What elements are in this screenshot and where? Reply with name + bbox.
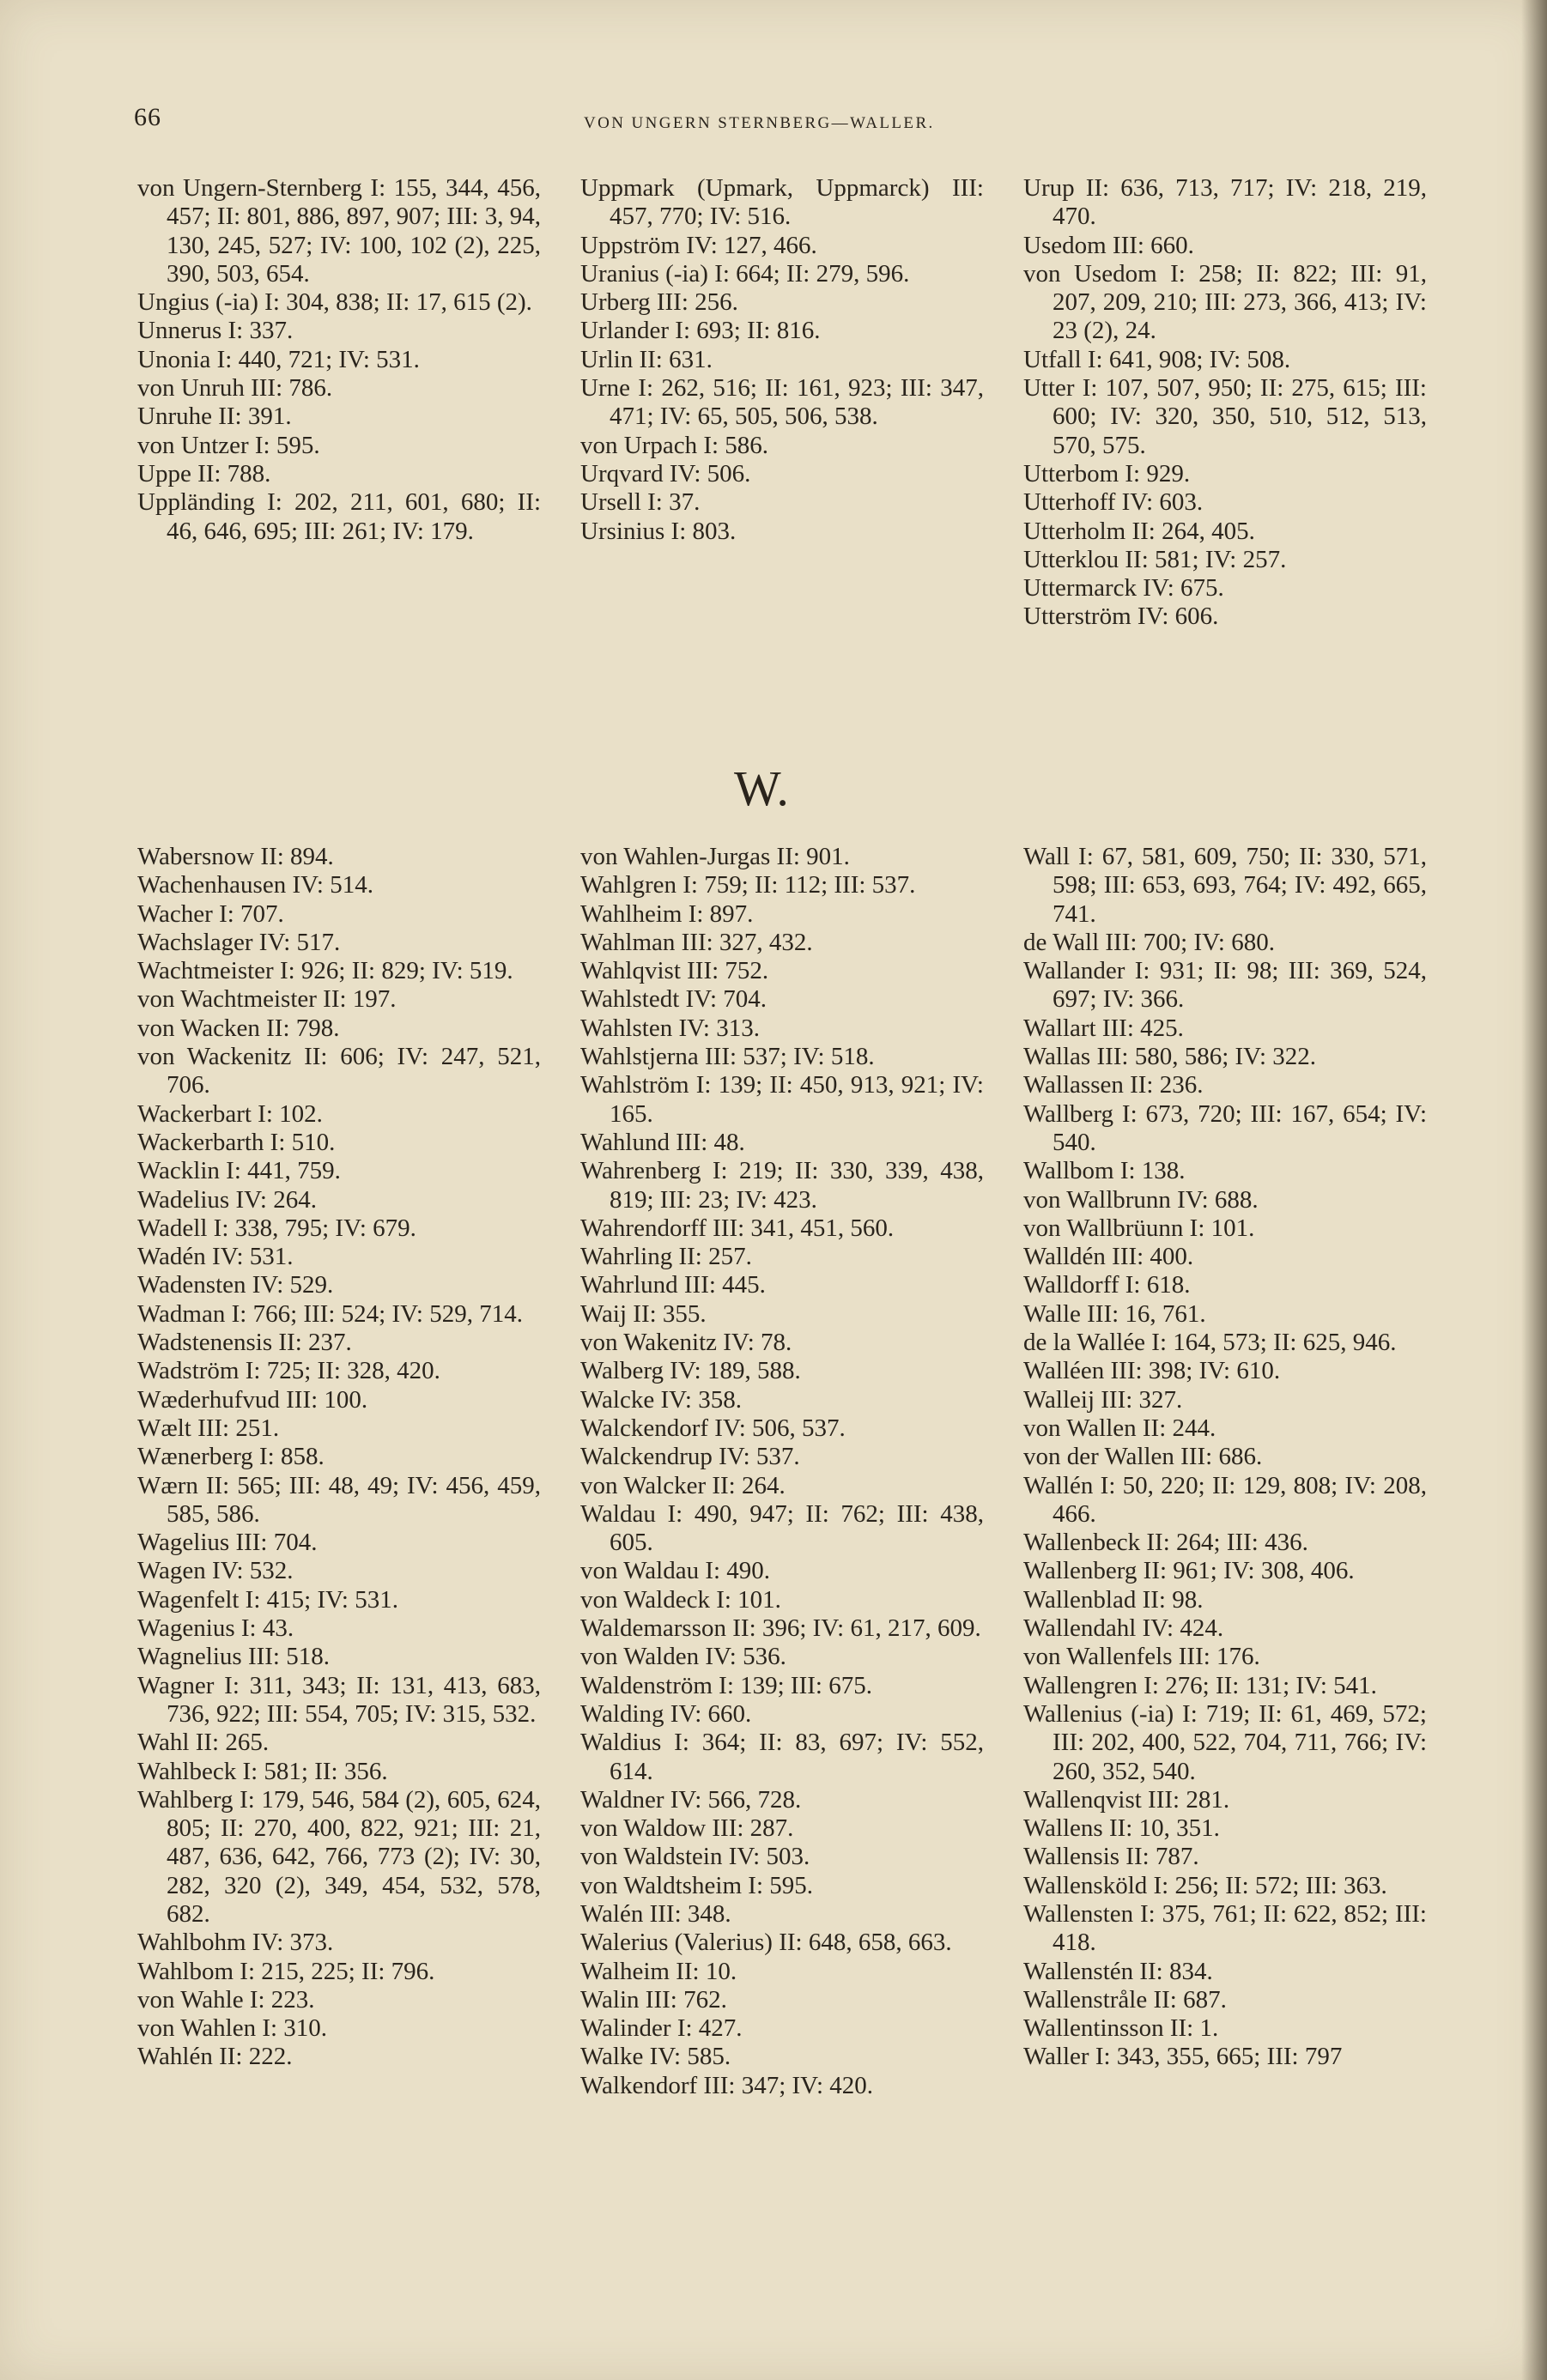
index-entry: Wallengren I: 276; II: 131; IV: 541. [1023,1671,1377,1699]
index-entry: Wadström I: 725; II: 328, 420. [137,1357,440,1385]
u-section [137,174,1468,632]
index-entry: Wahlsten IV: 313. [580,1014,760,1042]
index-entry: Wahlstjerna III: 537; IV: 518. [580,1043,875,1071]
index-entry: Wahlbohm IV: 373. [137,1929,334,1957]
index-entry: Waldenström I: 139; III: 675. [580,1671,872,1699]
page-number: 66 [134,103,161,131]
index-entry: Walerius (Valerius) II: 648, 658, 663. [580,1929,952,1957]
page-edge-shadow [1521,0,1547,2380]
u-column-1 [137,174,541,632]
index-entry: Walcke IV: 358. [580,1385,742,1414]
index-entry: Wæderhufvud III: 100. [137,1385,368,1414]
index-entry: von der Wallen III: 686. [1023,1443,1263,1471]
index-entry: von Usedom I: 258; II: 822; III: 91, 207, 209, 210; III: 273, 366, 413; IV: 23 (2), 24. [1023,259,1427,345]
index-entry: Wallensköld I: 256; II: 572; III: 363. [1023,1871,1387,1899]
index-entry: Wallendahl IV: 424. [1023,1614,1224,1643]
index-entry: Wachtmeister I: 926; II: 829; IV: 519. [137,957,513,985]
index-entry: Wænerberg I: 858. [137,1443,325,1471]
index-entry: Walldorff I: 618. [1023,1271,1191,1299]
index-entry: Wagenius I: 43. [137,1614,294,1643]
index-entry: Wallenqvist III: 281. [1023,1785,1230,1814]
index-entry: Walheim II: 10. [580,1957,737,1985]
index-entry: von Wallbrunn IV: 688. [1023,1185,1259,1214]
index-entry: Wagner I: 311, 343; II: 131, 413, 683, 736, 922; III: 554, 705; IV: 315, 532. [137,1671,541,1728]
index-entry: Wallassen II: 236. [1023,1071,1204,1099]
index-entry: Unnerus I: 337. [137,317,294,345]
index-entry: Utterbom I: 929. [1023,459,1191,488]
index-entry: Walinder I: 427. [580,2014,743,2043]
index-entry: von Waldau I: 490. [580,1557,771,1585]
index-entry: von Wacken II: 798. [137,1014,340,1042]
index-entry: Wallbom I: 138. [1023,1157,1186,1185]
index-entry: Wahlman III: 327, 432. [580,928,813,956]
index-entry: Wahl II: 265. [137,1729,270,1757]
index-entry: Uppström IV: 127, 466. [580,231,817,259]
index-entry: Wahlqvist III: 752. [580,957,769,985]
index-entry: von Urpach I: 586. [580,431,769,459]
index-entry: Walckendorf IV: 506, 537. [580,1414,846,1442]
index-entry: Walke IV: 585. [580,2043,731,2071]
index-entry: Wallensis II: 787. [1023,1843,1199,1871]
w-section [137,843,1468,2100]
index-entry: Walberg IV: 189, 588. [580,1357,801,1385]
index-entry: Waldner IV: 566, 728. [580,1785,802,1814]
index-entry: Utter I: 107, 507, 950; II: 275, 615; III: 600; IV: 320, 350, 510, 512, 513, 570, 575. [1023,374,1427,459]
index-entry: Wahlund III: 48. [580,1128,745,1156]
index-entry: Wadman I: 766; III: 524; IV: 529, 714. [137,1299,523,1328]
index-entry: Wahlheim I: 897. [580,899,754,928]
index-entry: Uranius (-ia) I: 664; II: 279, 596. [580,259,910,288]
index-entry: Wagelius III: 704. [137,1529,318,1557]
index-entry: Urne I: 262, 516; II: 161, 923; III: 347, 471; IV: 65, 505, 506, 538. [580,374,984,431]
index-entry: Wallentinsson II: 1. [1023,2014,1219,2043]
index-entry: Ursell I: 37. [580,488,701,517]
index-entry: Wallas III: 580, 586; IV: 322. [1023,1043,1317,1071]
index-entry: Wagnelius III: 518. [137,1643,330,1671]
index-entry: von Waldstein IV: 503. [580,1843,810,1871]
index-entry: Wackerbarth I: 510. [137,1128,336,1156]
index-entry: Waldius I: 364; II: 83, 697; IV: 552, 614. [580,1729,984,1785]
index-entry: Ursinius I: 803. [580,517,737,545]
index-entry: Wahrlund III: 445. [580,1271,766,1299]
index-entry: Utfall I: 641, 908; IV: 508. [1023,345,1291,373]
index-entry: Wallander I: 931; II: 98; III: 369, 524, 697; IV: 366. [1023,957,1427,1014]
index-entry: von Walden IV: 536. [580,1643,786,1671]
index-entry: Wackerbart I: 102. [137,1099,323,1128]
index-entry: de la Wallée I: 164, 573; II: 625, 946. [1023,1329,1397,1357]
index-entry: Uttermarck IV: 675. [1023,574,1224,603]
index-entry: Waldemarsson II: 396; IV: 61, 217, 609. [580,1614,981,1643]
index-entry: Wælt III: 251. [137,1414,280,1442]
index-entry: Utterklou II: 581; IV: 257. [1023,545,1287,573]
index-entry: von Wackenitz II: 606; IV: 247, 521, 706. [137,1043,541,1099]
index-entry: Wabersnow II: 894. [137,843,334,870]
index-entry: von Wahlen I: 310. [137,2014,328,2043]
index-entry: Wallén I: 50, 220; II: 129, 808; IV: 208, 466. [1023,1471,1427,1528]
index-entry: von Untzer I: 595. [137,431,320,459]
index-entry: von Waldtsheim I: 595. [580,1871,813,1899]
index-entry: Urqvard IV: 506. [580,459,751,488]
index-entry: Wallens II: 10, 351. [1023,1814,1220,1843]
index-entry: von Wallbrüunn I: 101. [1023,1214,1255,1242]
index-entry: Utterholm II: 264, 405. [1023,517,1255,545]
index-entry: Walkendorf III: 347; IV: 420. [580,2071,874,2099]
index-entry: Wahlstedt IV: 704. [580,985,767,1014]
index-entry: Uppmark (Upmark, Uppmarck) III: 457, 770; IV: 516. [580,174,984,231]
index-entry: Wadensten IV: 529. [137,1271,334,1299]
index-entry: Wallberg I: 673, 720; III: 167, 654; IV: 540. [1023,1099,1427,1156]
index-entry: Wallart III: 425. [1023,1014,1184,1042]
index-entry: Wachslager IV: 517. [137,928,341,956]
index-entry: von Unruh III: 786. [137,374,333,403]
w-column-2 [580,843,984,2100]
index-entry: Wahlgren I: 759; II: 112; III: 537. [580,871,916,899]
index-entry: Uppländing I: 202, 211, 601, 680; II: 46, 646, 695; III: 261; IV: 179. [137,488,541,545]
index-entry: Wahrenberg I: 219; II: 330, 339, 438, 819; III: 23; IV: 423. [580,1157,984,1214]
index-entry: Wallenberg II: 961; IV: 308, 406. [1023,1557,1355,1585]
index-entry: Walle III: 16, 761. [1023,1299,1206,1328]
index-entry: Waij II: 355. [580,1299,707,1328]
index-entry: Wagenfelt I: 415; IV: 531. [137,1585,398,1614]
index-entry: Usedom III: 660. [1023,231,1194,259]
index-entry: Waldau I: 490, 947; II: 762; III: 438, 605. [580,1499,984,1557]
index-entry: von Waldeck I: 101. [580,1585,781,1614]
index-entry: Wahlbeck I: 581; II: 356. [137,1757,388,1785]
index-entry: Wallenstén II: 834. [1023,1957,1213,1985]
w-column-3 [1023,843,1427,2100]
index-entry: Walding IV: 660. [580,1699,752,1728]
index-entry: Wallenstråle II: 687. [1023,1985,1227,2014]
w-column-1 [137,843,541,2100]
index-entry: Wacher I: 707. [137,899,284,928]
index-entry: Wahlén II: 222. [137,2043,293,2071]
index-entry: Ungius (-ia) I: 304, 838; II: 17, 615 (2). [137,288,532,317]
index-entry: Utterhoff IV: 603. [1023,488,1204,517]
index-entry: von Wachtmeister II: 197. [137,985,397,1014]
index-entry: Utterström IV: 606. [1023,603,1219,631]
index-entry: Wagen IV: 532. [137,1557,294,1585]
index-entry: von Wahle I: 223. [137,1985,315,2014]
index-entry: Waller I: 343, 355, 665; III: 797 [1023,2043,1343,2071]
index-entry: Uppe II: 788. [137,459,271,488]
index-entry: Urlin II: 631. [580,345,713,373]
index-entry: Wadén IV: 531. [137,1243,294,1271]
index-entry: Wallenbeck II: 264; III: 436. [1023,1529,1308,1557]
index-entry: Wærn II: 565; III: 48, 49; IV: 456, 459, 585, 586. [137,1471,541,1528]
index-entry: Wahrendorff III: 341, 451, 560. [580,1214,895,1242]
index-entry: Urberg III: 256. [580,288,738,317]
u-column-2 [580,174,984,632]
index-entry: Unonia I: 440, 721; IV: 531. [137,345,420,373]
index-entry: von Wahlen-Jurgas II: 901. [580,843,850,870]
index-entry: Wadelius IV: 264. [137,1185,317,1214]
index-entry: Walldén III: 400. [1023,1243,1194,1271]
index-entry: Walin III: 762. [580,1985,727,2014]
index-entry: Wall I: 67, 581, 609, 750; II: 330, 571, 598; III: 653, 693, 764; IV: 492, 665, 741. [1023,843,1427,928]
index-entry: Wahlbom I: 215, 225; II: 796. [137,1957,435,1985]
index-entry: Wadell I: 338, 795; IV: 679. [137,1214,416,1242]
index-entry: Urlander I: 693; II: 816. [580,317,821,345]
index-entry: von Waldow III: 287. [580,1814,794,1843]
section-letter-w: W. [734,760,789,816]
u-column-3 [1023,174,1427,632]
index-entry: Wadstenensis II: 237. [137,1329,352,1357]
index-entry: Wallenius (-ia) I: 719; II: 61, 469, 572; III: 202, 400, 522, 704, 711, 766; IV: 260, 352, 540. [1023,1699,1427,1785]
index-entry: Unruhe II: 391. [137,403,292,431]
index-entry: von Wallenfels III: 176. [1023,1643,1260,1671]
index-entry: von Ungern-Sternberg I: 155, 344, 456, 457; II: 801, 886, 897, 907; III: 3, 94, 130, 245, 527; IV: 100, 102 (2), 225, 390, 503, 654. [137,174,541,288]
index-entry: von Walcker II: 264. [580,1471,786,1499]
index-entry: Wahrling II: 257. [580,1243,752,1271]
index-entry: Wachenhausen IV: 514. [137,871,373,899]
index-entry: von Wallen II: 244. [1023,1414,1216,1442]
running-head: VON UNGERN STERNBERG—WALLER. [584,114,935,132]
index-entry: Wallenblad II: 98. [1023,1585,1204,1614]
index-entry: Wacklin I: 441, 759. [137,1157,341,1185]
index-entry: Walén III: 348. [580,1899,731,1928]
index-entry: Walleij III: 327. [1023,1385,1183,1414]
index-entry: de Wall III: 700; IV: 680. [1023,928,1275,956]
index-entry: Wahlberg I: 179, 546, 584 (2), 605, 624, 805; II: 270, 400, 822, 921; III: 21, 487, 636, 642, 766, 773 (2); IV: 30, 282, 320 (2), 349, 454, 532, 578, 682. [137,1785,541,1928]
index-entry: Urup II: 636, 713, 717; IV: 218, 219, 470. [1023,174,1427,231]
index-entry: Wahlström I: 139; II: 450, 913, 921; IV: 165. [580,1071,984,1128]
index-entry: Walckendrup IV: 537. [580,1443,800,1471]
index-entry: von Wakenitz IV: 78. [580,1329,792,1357]
index-entry: Walléen III: 398; IV: 610. [1023,1357,1281,1385]
index-entry: Wallensten I: 375, 761; II: 622, 852; III: 418. [1023,1899,1427,1957]
